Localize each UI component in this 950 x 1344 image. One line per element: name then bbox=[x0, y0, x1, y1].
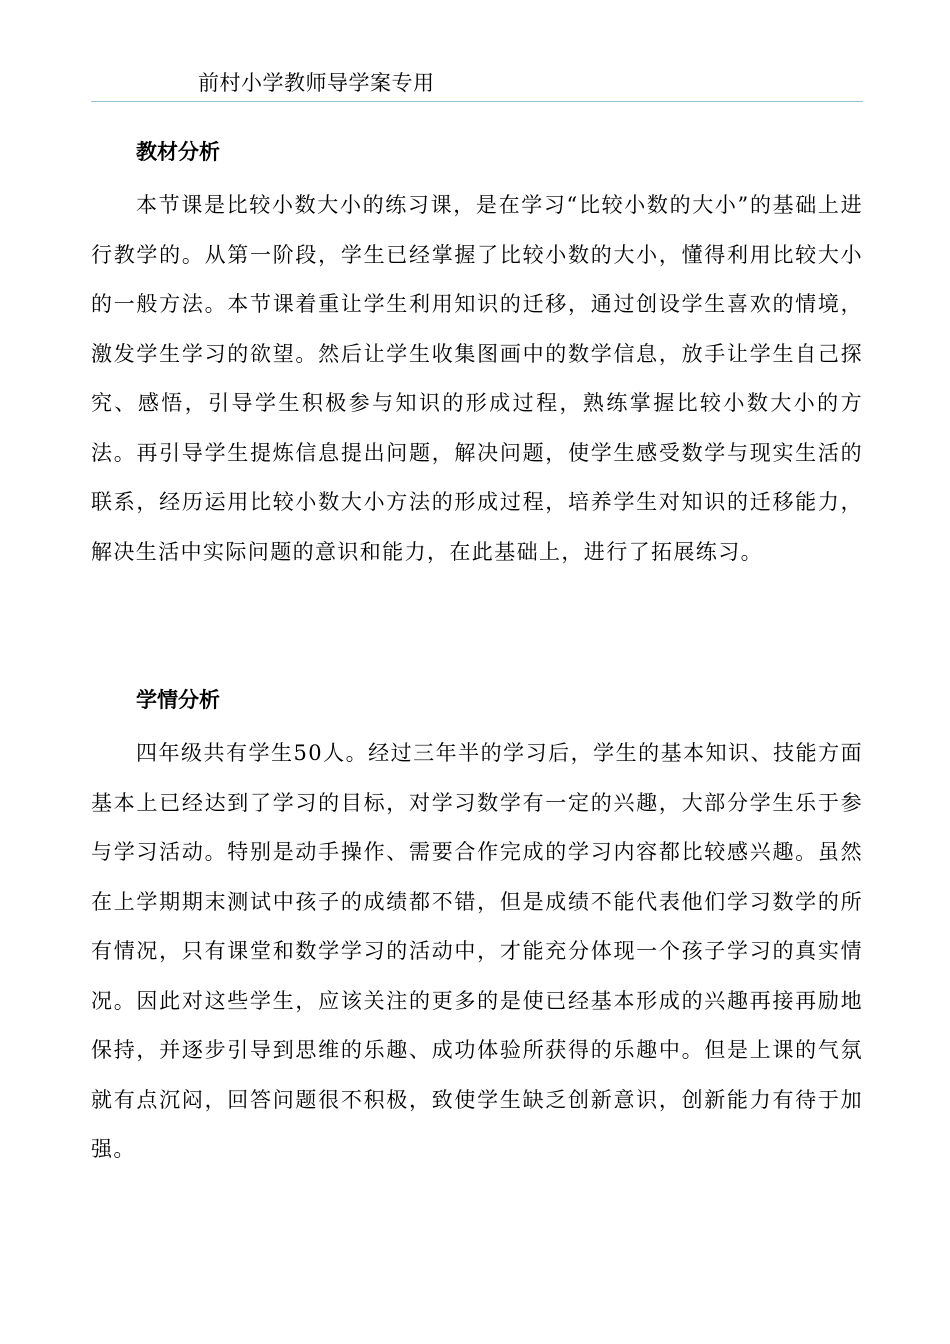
section-paragraph: 四年级共有学生50人。经过三年半的学习后，学生的基本知识、技能方面基本上已经达到了学习的目标，对学习数学有一定的兴趣，大部分学生乐于参与学习活动。特别是动手操作、需要合作完成的学习内容都比较感兴趣。虽然在上学期期末测试中孩子的成绩都不错，但是成绩不能代表他们学习数学的所有情况，只有课堂和数学学习的活动中，才能充分体现一个孩子学习的真实情况。因此对这些学生，应该关注的更多的是使已经基本形成的兴趣再接再励地保持，并逐步引导到思维的乐趣、成功体验所获得的乐趣中。但是上课的气氛就有点沉闷，回答问题很不积极，致使学生缺乏创新意识，创新能力有待于加强。 bbox=[91, 741, 863, 1161]
section-title: 学情分析 bbox=[136, 687, 220, 712]
page-header-title: 前村小学教师导学案专用 bbox=[198, 71, 435, 95]
section-student-analysis bbox=[91, 679, 863, 1175]
section-title: 教材分析 bbox=[136, 139, 220, 164]
header-divider bbox=[91, 101, 863, 102]
section-textbook-analysis bbox=[91, 131, 863, 577]
section-paragraph: 本节课是比较小数大小的练习课，是在学习“比较小数的大小”的基础上进行教学的。从第一阶段，学生已经掌握了比较小数的大小，懂得利用比较大小的一般方法。本节课着重让学生利用知识的迁移，通过创设学生喜欢的情境，激发学生学习的欲望。然后让学生收集图画中的数学信息，放手让学生自己探究、感悟，引导学生积极参与知识的形成过程，熟练掌握比较小数大小的方法。再引导学生提炼信息提出问题，解决问题，使学生感受数学与现实生活的联系，经历运用比较小数大小方法的形成过程，培养学生对知识的迁移能力，解决生活中实际问题的意识和能力，在此基础上，进行了拓展练习。 bbox=[91, 193, 863, 564]
